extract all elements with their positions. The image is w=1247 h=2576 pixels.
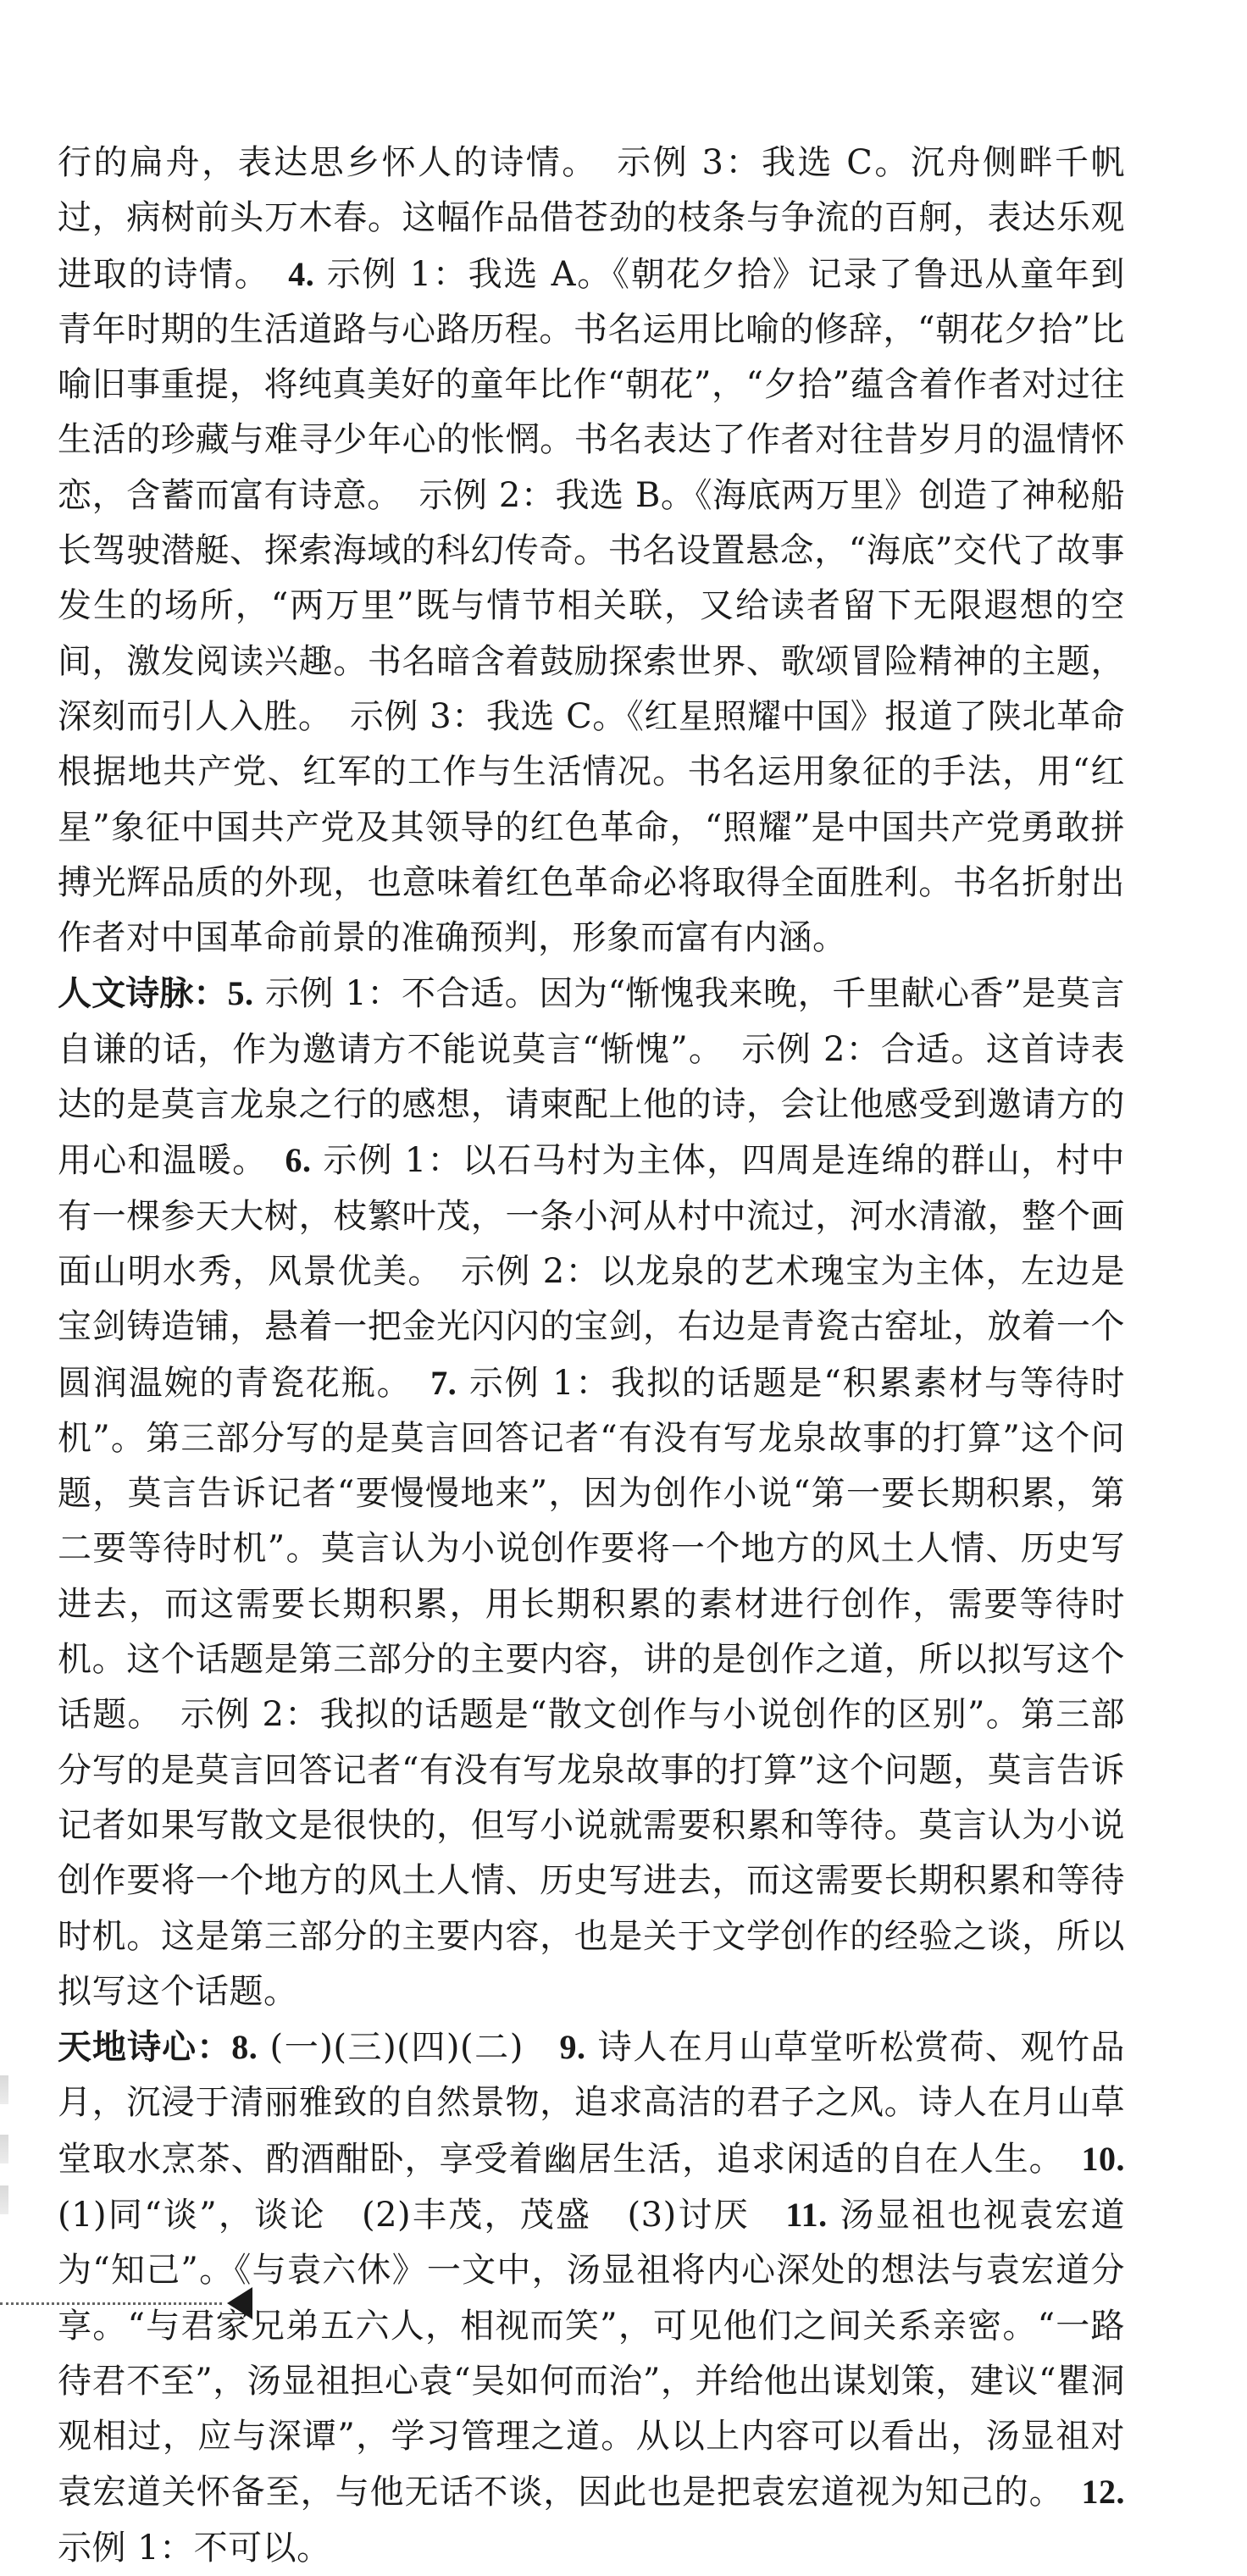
scan-edge-mark	[0, 2185, 8, 2214]
scan-edge-mark	[0, 2075, 8, 2104]
question-number-8: 8.	[231, 2028, 258, 2067]
answer-text: 示例 1：不可以。	[58, 2528, 331, 2568]
answer-paragraph-tiandi-shixin	[58, 2019, 1125, 2576]
scan-edge-mark	[0, 2135, 8, 2163]
question-number-7: 7.	[430, 1363, 457, 1402]
left-triangle-icon	[227, 2287, 252, 2319]
question-number-9: 9.	[559, 2028, 586, 2067]
answer-text: (一)(三)(四)(二)	[258, 2028, 560, 2068]
answer-text: 示例 1：不合适。因为“惭愧我来晚，千里献心香”是莫言自谦的话，作为邀请方不能说莫言“惭愧”。 示例 2：合适。这首诗表达的是莫言龙泉之行的感想，请柬配上他的诗，会让他感受到邀请方的用心和温暖。	[58, 974, 1126, 1181]
answer-paragraph-renwen-shimai	[58, 966, 1125, 2019]
section-title-renwen-shimai: 人文诗脉：	[58, 974, 228, 1014]
answer-paragraph-reading	[58, 136, 1125, 966]
answer-text: 示例 1：我拟的话题是“积累素材与等待时机”。第三部分写的是莫言回答记者“有没有写龙泉故事的打算”这个问题，莫言告诉记者“要慢慢地来”，因为创作小说“第一要长期积累，第二要等待时机”。莫言认为小说创作要将一个地方的风土人情、历史写进去，而这需要长期积累，用长期积累的素材进行创作，需要等待时机。这个话题是第三部分的主要内容，讲的是创作之道，所以拟写这个话题。 示例 2：我拟的话题是“散文创作与小说创作的区别”。第三部分写的是莫言回答记者“有没有写龙泉故事的打算”这个问题，莫言告诉记者如果写散文是很快的，但写小说就需要积累和等待。莫言认为小说创作要将一个地方的风土人情、历史写进去，而这需要长期积累和等待时机。这是第三部分的主要内容，也是关于文学创作的经验之谈，所以拟写这个话题。	[58, 1363, 1126, 2011]
section-title-tiandi-shixin: 天地诗心：	[58, 2028, 232, 2068]
answer-text: 行的扁舟，表达思乡怀人的诗情。 示例 3：我选 C。沉舟侧畔千帆过，病树前头万木春。这幅作品借苍劲的枝条与争流的百舸，表达乐观进取的诗情。	[58, 143, 1125, 294]
footer-dotted-line	[0, 2302, 222, 2305]
answer-page	[58, 136, 1125, 2576]
question-number-11: 11.	[785, 2195, 828, 2234]
question-number-6: 6.	[285, 1141, 312, 1180]
answer-text: 汤显祖也视袁宏道为“知己”。《与袁六休》一文中，汤显祖将内心深处的想法与袁宏道分享。“与君家兄弟五六人，相视而笑”，可见他们之间关系亲密。“一路待君不至”，汤显祖担心袁“吴如何而治”，并给他出谋划策，建议“瞿洞观相过，应与深谭”，学习管理之道。从以上内容可以看出，汤显祖对袁宏道关怀备至，与他无话不谈，因此也是把袁宏道视为知己的。	[58, 2195, 1125, 2512]
question-number-10: 10.	[1081, 2139, 1125, 2178]
question-number-5: 5.	[227, 974, 254, 1013]
answer-text: 诗人在月山草堂听松赏荷、观竹品月，沉浸于清丽雅致的自然景物，追求高洁的君子之风。诗人在月山草堂取水烹茶、酌酒酣卧，享受着幽居生活，追求闲适的自在人生。	[58, 2028, 1125, 2179]
question-number-12: 12.	[1081, 2473, 1125, 2512]
question-number-4: 4.	[288, 254, 315, 293]
answer-text: (1)同“谈”，谈论 (2)丰茂，茂盛 (3)讨厌	[58, 2195, 786, 2235]
answer-text: 示例 1：以石马村为主体，四周是连绵的群山，村中有一棵参天大树，枝繁叶茂，一条小河从村中流过，河水清澈，整个画面山明水秀，风景优美。 示例 2：以龙泉的艺术瑰宝为主体，左边是宝剑铸造铺，悬着一把金光闪闪的宝剑，右边是青瓷古窑址，放着一个圆润温婉的青瓷花瓶。	[58, 1141, 1125, 1403]
answer-text: 示例 1：我选 A。《朝花夕拾》记录了鲁迅从童年到青年时期的生活道路与心路历程。书名运用比喻的修辞，“朝花夕拾”比喻旧事重提，将纯真美好的童年比作“朝花”，“夕拾”蕴含着作者对过往生活的珍藏与难寻少年心的怅惘。书名表达了作者对往昔岁月的温情怀恋，含蓄而富有诗意。 示例 2：我选 B。《海底两万里》创造了神秘船长驾驶潜艇、探索海域的科幻传奇。书名设置悬念，“海底”交代了故事发生的场所，“两万里”既与情节相关联，又给读者留下无限遐想的空间，激发阅读兴趣。书名暗含着鼓励探索世界、歌颂冒险精神的主题，深刻而引人入胜。 示例 3：我选 C。《红星照耀中国》报道了陕北革命根据地共产党、红军的工作与生活情况。书名运用象征的手法，用“红星”象征中国共产党及其领导的红色革命，“照耀”是中国共产党勇敢拼搏光辉品质的外现，也意味着红色革命必将取得全面胜利。书名折射出作者对中国革命前景的准确预判，形象而富有内涵。	[58, 254, 1126, 958]
